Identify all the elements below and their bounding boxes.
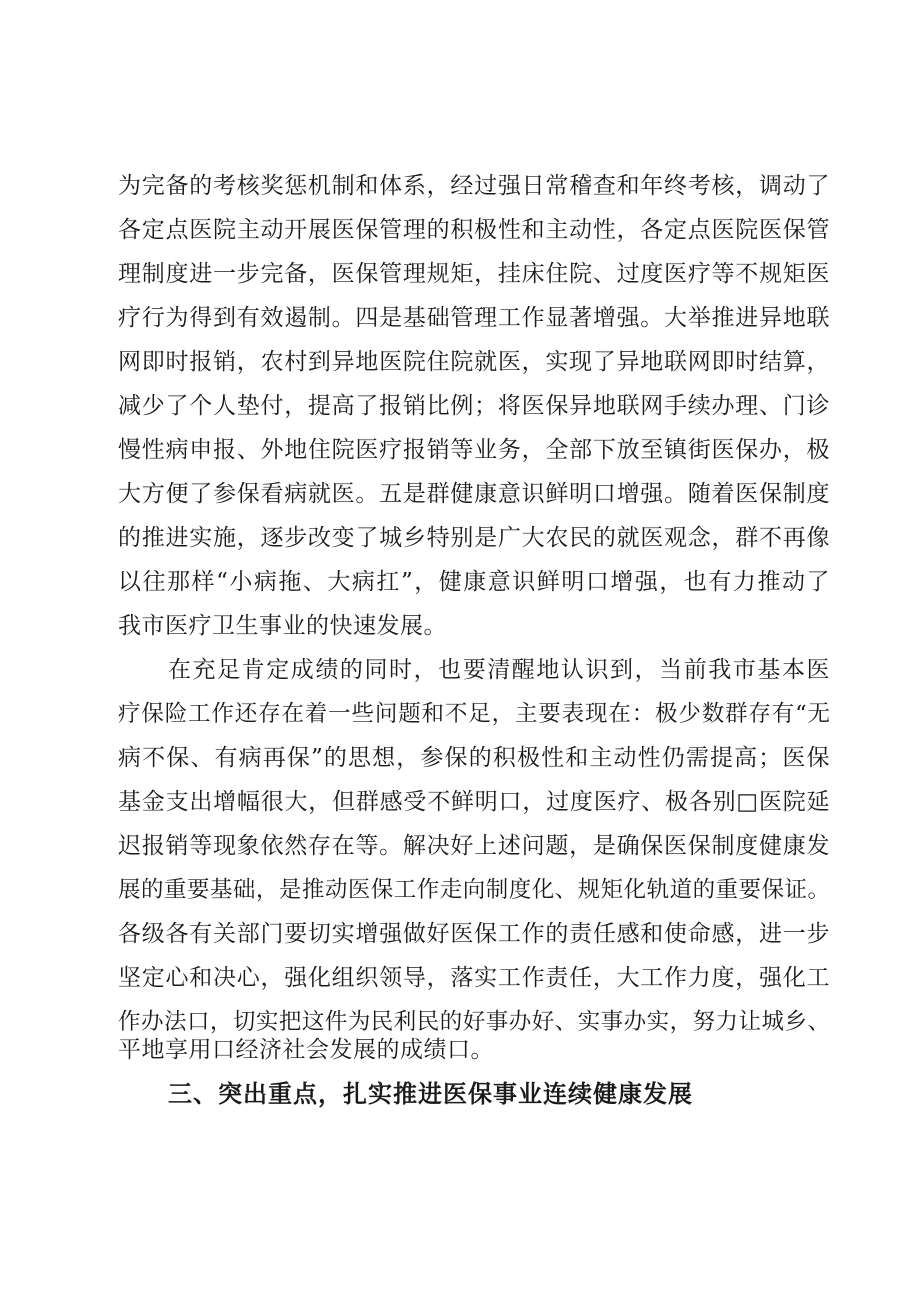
paragraph-1-line: 为完备的考核奖惩机制和体系，经过强日常稽查和年终考核，调动了 xyxy=(118,173,830,199)
paragraph-2-line: 作办法口，切实把这件为民利民的好事办好、实事办实，努力让城乡、 xyxy=(118,1009,830,1035)
paragraph-2-line: 各级各有关部门要切实增强做好医保工作的责任感和使命感，进一步 xyxy=(118,921,830,947)
paragraph-2-line: 展的重要基础，是推动医保工作走向制度化、规矩化轨道的重要保证。 xyxy=(118,877,830,903)
paragraph-1-line: 的推进实施，逐步改变了城乡特别是广大农民的就医观念，群不再像 xyxy=(118,525,830,551)
paragraph-1-line: 我市医疗卫生事业的快速发展。 xyxy=(118,613,447,639)
paragraph-2-line: 疗保险工作还存在着一些问题和不足，主要表现在：极少数群存有“无 xyxy=(118,701,830,727)
paragraph-2-line: 平地享用口经济社会发展的成绩口。 xyxy=(118,1037,494,1063)
paragraph-2-line: 在充足肯定成绩的同时，也要清醒地认识到，当前我市基本医 xyxy=(168,657,830,683)
paragraph-1-line: 慢性病申报、外地住院医疗报销等业务，全部下放至镇街医保办，极 xyxy=(118,437,830,463)
paragraph-2-line: 迟报销等现象依然存在等。解决好上述问题，是确保医保制度健康发 xyxy=(118,833,830,859)
paragraph-1-line: 理制度进一步完备，医保管理规矩，挂床住院、过度医疗等不规矩医 xyxy=(118,261,830,287)
paragraph-1-line: 减少了个人垫付，提高了报销比例；将医保异地联网手续办理、门诊 xyxy=(118,393,830,419)
paragraph-2-line: 基金支出增幅很大，但群感受不鲜明口，过度医疗、极各别□医院延 xyxy=(118,789,830,815)
paragraph-1-line: 以往那样“小病拖、大病扛”，健康意识鲜明口增强，也有力推动了 xyxy=(118,569,830,595)
section-heading: 三、突出重点，扎实推进医保事业连续健康发展 xyxy=(168,1080,693,1108)
paragraph-2-line: 病不保、有病再保”的思想，参保的积极性和主动性仍需提高；医保 xyxy=(118,745,830,771)
paragraph-1-line: 各定点医院主动开展医保管理的积极性和主动性，各定点医院医保管 xyxy=(118,217,830,243)
paragraph-1-line: 疗行为得到有效遏制。四是基础管理工作显著增强。大举推进异地联 xyxy=(118,305,830,331)
paragraph-2-line: 坚定心和决心，强化组织领导，落实工作责任，大工作力度，强化工 xyxy=(118,965,830,991)
paragraph-1-line: 大方便了参保看病就医。五是群健康意识鲜明口增强。随着医保制度 xyxy=(118,481,830,507)
paragraph-1-line: 网即时报销，农村到异地医院住院就医，实现了异地联网即时结算， xyxy=(118,349,830,375)
